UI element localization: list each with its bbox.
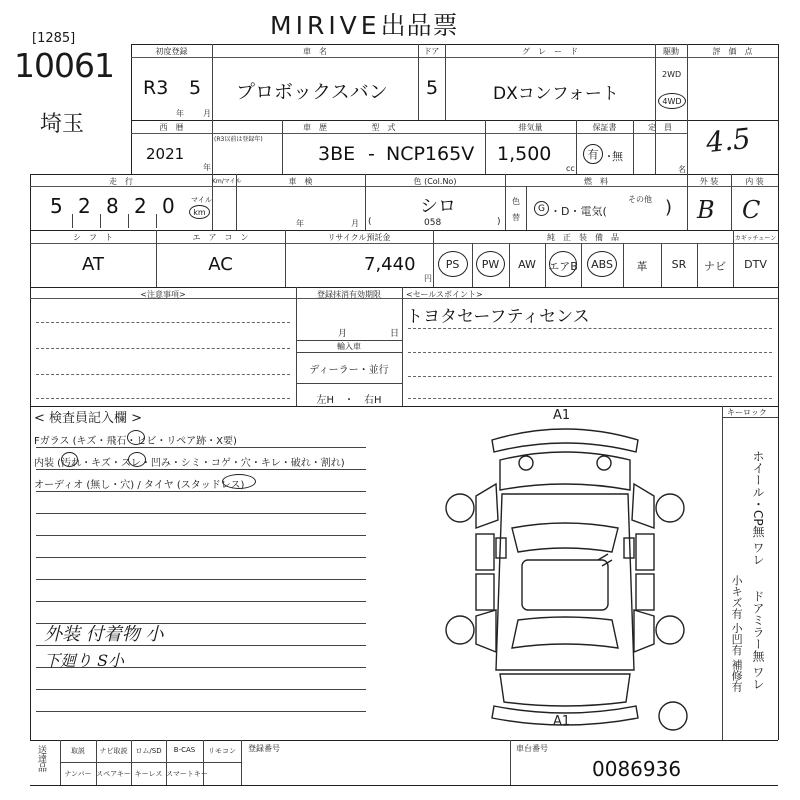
fuel-g-circled	[534, 201, 549, 216]
label-rating: 評 価 点	[712, 47, 753, 56]
label-chassis-number: 車台番号	[516, 744, 548, 753]
label-western-year: 西 暦	[159, 123, 184, 132]
label-ac: エ ア コ ン	[192, 233, 249, 242]
inspection-title: < 検査員記入欄 >	[34, 411, 143, 426]
label-sales-points: <セールスポイント>	[406, 290, 483, 299]
delivery-item: スペアキー	[96, 770, 131, 778]
label-recycle: リサイクル預託金	[327, 233, 391, 242]
label-fuel: 燃 料	[584, 177, 608, 186]
drive-4wd-circled	[658, 93, 686, 109]
label-capacity: 定 員	[648, 123, 672, 132]
car-diagram	[430, 420, 700, 740]
color-paren-open: (	[368, 217, 372, 227]
repaint-b: 替	[512, 213, 520, 222]
mileage-digit-separator	[128, 214, 129, 228]
label-warranty: 保証書	[592, 123, 617, 132]
car-name: プロボックスバン	[236, 81, 388, 103]
color-name: シロ	[420, 196, 456, 217]
region: 埼玉	[40, 112, 85, 137]
fuel-other: その他	[628, 195, 652, 204]
delivery-item: 取説	[71, 747, 85, 755]
delivery-item: B-CAS	[173, 746, 196, 754]
equipment-item: ナビ	[704, 260, 726, 273]
label-displacement: 排気量	[518, 123, 543, 132]
label-keylock: キーロック	[727, 408, 767, 417]
exterior-grade: B	[697, 196, 715, 224]
equipment-item: AW	[518, 258, 536, 271]
side-note-2: ドアミラー無 ワレ	[751, 590, 765, 690]
warranty-yes: 有	[587, 148, 599, 161]
equipment-item: ABS	[591, 258, 613, 271]
side-note-3: 小キズ有 小凹有 補修有	[730, 575, 744, 692]
mileage-digit: 2	[134, 194, 147, 218]
form-title-text: 出品票	[380, 11, 459, 40]
equipment-item: PS	[445, 258, 460, 271]
mileage-digit-separator	[72, 214, 73, 228]
unit-month: 月	[203, 109, 211, 118]
side-note: ホイール・CP無 ワレ	[751, 450, 765, 566]
mileage-digit: 0	[162, 194, 175, 218]
dent-circle	[128, 452, 146, 467]
unit-km-circled	[189, 205, 210, 219]
recycle-fee: 7,440	[364, 254, 416, 275]
chip-circle	[127, 430, 145, 445]
model-code: NCP165V	[386, 143, 475, 165]
handwritten-note-2: 下廻り S小	[44, 651, 125, 670]
mileage-digit: 2	[78, 194, 91, 218]
equipment-item: エアB	[548, 260, 578, 273]
lot-prefix: [1285]	[32, 31, 76, 46]
label-history-note: (R3以前は登録年)	[214, 136, 263, 143]
label-notes: <注意事項>	[140, 290, 186, 299]
drive-4wd: 4WD	[662, 96, 682, 106]
label-interior: 内 装	[745, 177, 764, 186]
interior-grade: C	[742, 196, 761, 224]
lot-number: 10061	[14, 46, 114, 85]
windshield-line: Fガラス (キズ・飛石・ヒビ・リペア跡・X要)	[34, 436, 237, 447]
audio-tire-line: オーディオ (無し・穴) / タイヤ (スタッドレス)	[34, 480, 245, 491]
unit-mile: マイル	[191, 196, 212, 204]
expiry-unit-month: 月	[338, 329, 348, 339]
brand-name: MIRIVE	[270, 11, 381, 40]
expiry-unit-day: 日	[390, 329, 400, 339]
mileage-digit: 5	[50, 194, 63, 218]
label-drive: 駆動	[663, 47, 679, 56]
color-code: 058	[424, 218, 442, 228]
sales-point: トヨタセーフティセンス	[406, 307, 590, 327]
model-prefix: 3BE	[318, 143, 356, 165]
equipment-item: PW	[481, 258, 500, 271]
dirt-circle	[61, 452, 78, 467]
unit-year-2: 年	[203, 163, 211, 172]
label-mileage: 走 行	[109, 177, 133, 186]
label-inspection: 車 検	[288, 177, 313, 186]
import-type: ディーラー・並行	[309, 365, 389, 376]
inspection-unit-month: 月	[351, 219, 359, 228]
inspection-unit-year: 年	[296, 219, 304, 228]
warranty-yes-circled	[583, 144, 603, 164]
unit-persons: 名	[678, 165, 686, 174]
label-registration-number: 登録番号	[248, 744, 280, 753]
label-equipment: 純 正 装 備 品	[547, 233, 619, 242]
delivery-item: リモコン	[208, 747, 236, 755]
air-conditioner: AC	[208, 254, 233, 275]
label-grade: グ レ ー ド	[522, 47, 578, 56]
delivery-item: ナンバー	[64, 770, 92, 778]
unit-year: 年	[176, 109, 184, 118]
drive-2wd: 2WD	[662, 70, 682, 79]
chassis-number: 0086936	[592, 757, 682, 781]
front-mark: A1	[553, 408, 571, 423]
mileage-digit-separator	[156, 214, 157, 228]
era-year: R3	[143, 77, 169, 99]
studless-circle	[222, 474, 256, 489]
shift: AT	[82, 254, 104, 275]
label-model: 型 式	[371, 123, 396, 132]
equipment-item: 革	[636, 260, 648, 273]
label-delivery: 送達品	[36, 745, 46, 772]
repaint-a: 色	[512, 197, 520, 206]
handwritten-note-1: 外装 付着物 小	[44, 624, 164, 645]
label-import: 輸入車	[337, 342, 361, 351]
fuel-gasoline: G	[538, 203, 545, 214]
mileage-digit-separator	[100, 214, 101, 228]
warranty-separator: ・	[604, 152, 614, 163]
displacement: 1,500	[497, 143, 552, 165]
label-shift: シ フ ト	[73, 233, 113, 242]
score: 4.5	[704, 121, 753, 160]
delivery-item: スマートキー	[166, 770, 208, 778]
delivery-item: ナビ取説	[99, 747, 128, 755]
label-color: 色 (Col.No)	[413, 177, 457, 186]
label-exterior: 外 装	[699, 177, 719, 186]
warranty-no: 無	[612, 150, 623, 163]
label-history: 車 歴	[303, 123, 327, 132]
unit-cc: cc	[566, 164, 575, 173]
form-title	[270, 6, 459, 42]
label-car-name: 車 名	[303, 47, 327, 56]
label-mileage-unit: Km/マイル	[212, 178, 242, 185]
rear-mark: A1	[553, 714, 571, 729]
interior-line: 内装 (汚れ・キズ・スレ・凹み・シミ・コゲ・穴・キレ・破れ・割れ)	[34, 458, 345, 469]
color-paren-close: )	[497, 217, 501, 227]
label-doors: ドア	[423, 47, 440, 56]
registration-month: 5	[189, 77, 202, 99]
unit-yen: 円	[424, 274, 432, 283]
model-dash: -	[368, 143, 375, 165]
mileage-digit: 8	[106, 194, 119, 218]
label-keychain: カギッチェーン	[734, 235, 777, 242]
label-reg-expiry: 登録抹消有効期限	[317, 290, 381, 299]
door-count: 5	[426, 77, 439, 99]
equipment-item: SR	[671, 258, 687, 271]
delivery-item: キーレス	[134, 770, 163, 778]
fuel-options: ・D・電気(	[550, 205, 607, 218]
equipment-item: DTV	[744, 258, 767, 271]
western-year: 2021	[146, 145, 185, 163]
steering-side: 左H ・ 右H	[316, 395, 382, 406]
unit-km: km	[193, 207, 206, 217]
delivery-item: ロム/SD	[135, 747, 162, 755]
fuel-close: )	[665, 197, 673, 218]
label-first-registration: 初度登録	[155, 47, 188, 56]
grade-name: DXコンフォート	[493, 84, 619, 104]
